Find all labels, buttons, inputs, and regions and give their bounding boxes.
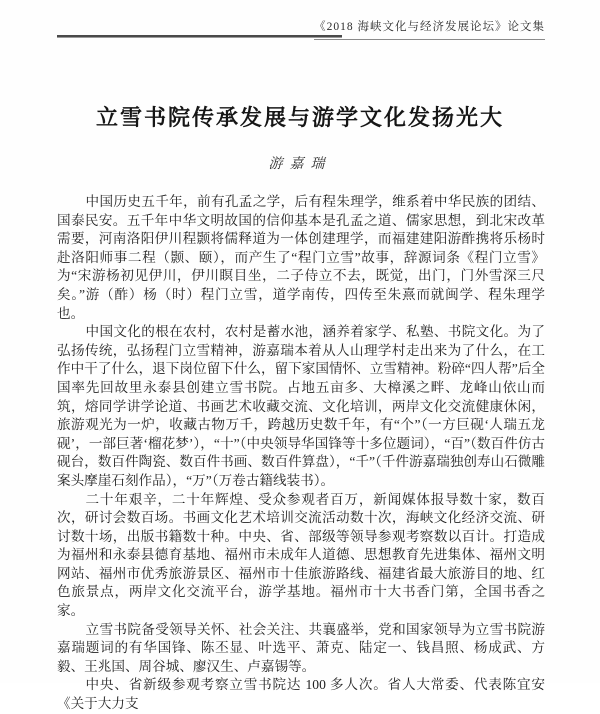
- body-paragraph-3: 二十年艰辛，二十年辉煌、受众参观者百万，新闻媒体报导数十家，数百次，研讨会数百场。书画文化艺术培训交流活动数十次，海峡文化经济交流、研讨数十场，出版书籍数十种。中央、省、部级等领导参观考察数以百计。打造成为福州和永泰县德育基地、福州市未成年人道德、思想教育先进集体、福州文明网站、福州市优秀旅游景区、福州市十佳旅游路线、福建省最大旅游目的地、红色旅景点，两岸文化交流平台，游学基地。福州市十大书香门第，全国书香之家。: [57, 491, 545, 619]
- article-body: [57, 193, 545, 714]
- body-paragraph-4: 立雪书院备受领导关怀、社会关注、共襄盛举，党和国家领导为立雪书院游嘉瑞题词的有华国锋、陈丕显、叶选平、萧克、陆定一、钱昌照、杨成武、方毅、王兆国、周谷城、廖汉生、卢嘉锡等。: [57, 621, 545, 674]
- proceedings-title: 《2018 海峡文化与经济发展论坛》论文集: [314, 18, 545, 40]
- paper-title: 立雪书院传承发展与游学文化发扬光大: [95, 105, 504, 130]
- body-paragraph-1: 中国历史五千年，前有孔孟之学，后有程朱理学，维系着中华民族的团结、国泰民安。五千年中华文明故国的信仰基本是孔孟之道、儒家思想，到北宋改革需要，河南洛阳伊川程颢将儒释道为一体创建理学，而福建建阳游酢携将乐杨时赴洛阳师事二程（颢、颐），而产生了“程门立雪”故事，辞源词条《程门立雪》为“宋游杨初见伊川，伊川瞑目坐，二子侍立不去，既觉，出门，门外雪深三尺矣。”游（酢）杨（时）程门立雪，道学南传，四传至朱熹而就闽学、程朱理学也。: [57, 194, 545, 321]
- running-head: [57, 12, 545, 40]
- header-rule: [57, 35, 342, 38]
- author-name: 游嘉瑞: [268, 157, 332, 172]
- body-paragraph-2: 中国文化的根在农村，农村是蓄水池，涵养着家学、私塾、书院文化。为了弘扬传统，弘扬程门立雪精神，游嘉瑞本着从人山理学村走出来为了什么，在工作中干了什么，退下岗位留下什么，留下家国情怀、立雪精神。粉碎“四人帮”后全国率先回故里永泰县创建立雪书院。占地五亩多、大樟溪之畔、龙峰山依山而筑，熔同学讲学论道、书画艺术收藏交流、文化培训，两岸文化交流健康休闲，旅游观光为一炉，收藏古物万千，跨越历史数千年，有“个”（一方巨砚‘人瑞五龙砚’，一部巨著‘榴花梦’），“十”（中央领导华国锋等十多位题词），“百”（数百件仿古砚台，数百件陶瓷、数百件书画、数百件算盘），“千”（千件游嘉瑞独创寿山石微雕案头摩崖石刻作品），“万”（万卷古籍线装书）。: [57, 324, 545, 488]
- body-paragraph-5: 中央、省新级参观考察立雪书院达 100 多人次。省人大常委、代表陈宜安《关于大力支: [57, 677, 545, 712]
